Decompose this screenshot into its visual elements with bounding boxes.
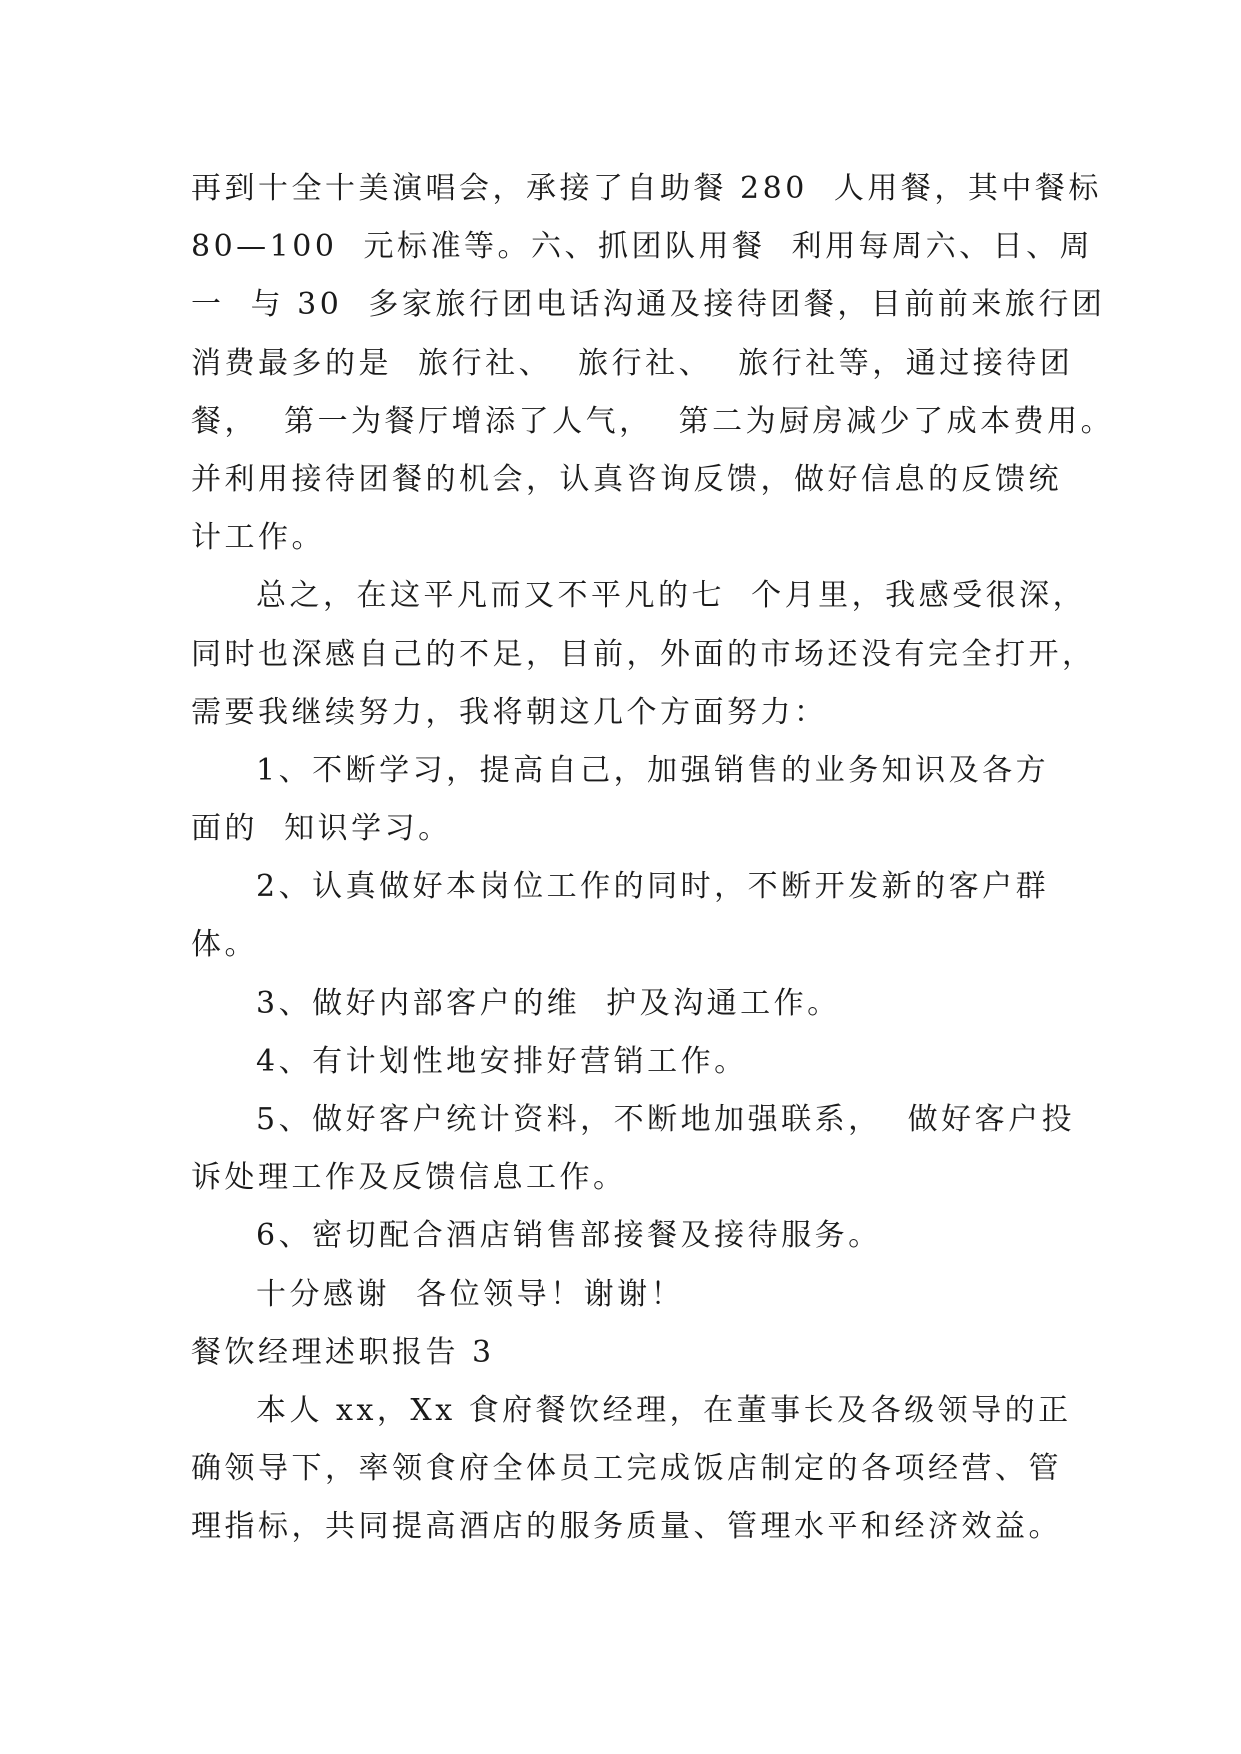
text-line-9: 同时也深感自己的不足，目前，外面的市场还没有完全打开，	[191, 636, 1096, 672]
text-line-10: 需要我继续努力，我将朝这几个方面努力：	[191, 694, 828, 730]
document-body	[191, 160, 1115, 1557]
list-item-1-line-2: 面的 知识学习。	[191, 811, 452, 847]
list-item-2-line-1: 2、认真做好本岗位工作的同时，不断开发新的客户群	[256, 869, 1050, 905]
text-line-23: 确领导下，率领食府全体员工完成饭店制定的各项经营、管	[191, 1451, 1062, 1487]
text-line-6: 并利用接待团餐的机会，认真咨询反馈，做好信息的反馈统	[191, 461, 1062, 497]
text-line-8: 总之，在这平凡而又不平凡的七 个月里，我感受很深，	[256, 578, 1087, 614]
text-line-7: 计工作。	[191, 520, 325, 556]
list-item-6: 6、密切配合酒店销售部接餐及接待服务。	[256, 1218, 882, 1254]
list-item-3: 3、做好内部客户的维 护及沟通工作。	[256, 985, 841, 1021]
section-heading: 餐饮经理述职报告 3	[191, 1334, 495, 1370]
text-line-22: 本人 xx，Xx 食府餐饮经理，在董事长及各级领导的正	[256, 1392, 1072, 1428]
text-line-5: 餐， 第一为餐厅增添了人气， 第二为厨房减少了成本费用。	[191, 403, 1115, 439]
list-item-4: 4、有计划性地安排好营销工作。	[256, 1043, 748, 1079]
list-item-5-line-2: 诉处理工作及反馈信息工作。	[191, 1160, 627, 1196]
text-line-1: 再到十全十美演唱会，承接了自助餐 280 人用餐，其中餐标	[191, 171, 1102, 206]
text-line-24: 理指标，共同提高酒店的服务质量、管理水平和经济效益。	[191, 1509, 1062, 1545]
text-line-3: 一 与 30 多家旅行团电话沟通及接待团餐，目前前来旅行团	[191, 287, 1106, 323]
text-line-4: 消费最多的是 旅行社、 旅行社、 旅行社等，通过接待团	[191, 345, 1074, 381]
text-line-2: 80—100 元标准等。六、抓团队用餐 利用每周六、日、周	[191, 229, 1094, 265]
list-item-2-line-2: 体。	[191, 927, 258, 963]
list-item-1-line-1: 1、不断学习，提高自己，加强销售的业务知识及各方	[256, 752, 1050, 788]
list-item-5-line-1: 5、做好客户统计资料，不断地加强联系， 做好客户投	[256, 1102, 1076, 1137]
closing-thanks: 十分感谢 各位领导！谢谢！	[256, 1276, 685, 1312]
